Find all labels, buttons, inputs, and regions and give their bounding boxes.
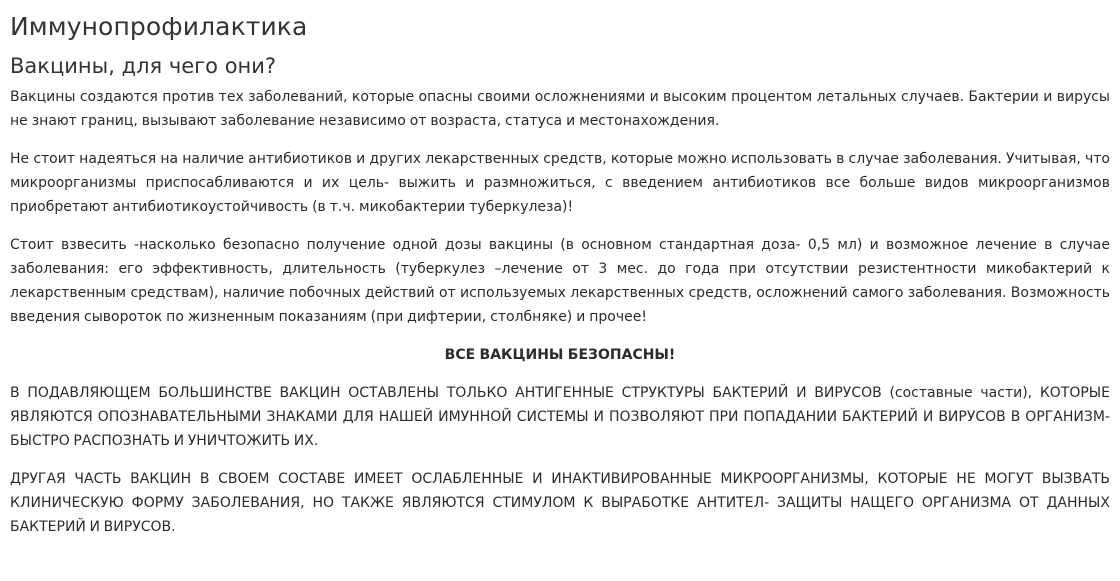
safety-statement: ВСЕ ВАКЦИНЫ БЕЗОПАСНЫ! [444,347,676,363]
paragraph-antibiotics: Не стоит надеяться на наличие антибиотиков и других лекарственных средств, которые можно использовать в случае заболевания. Учитывая, что микроорганизмы приспосабливаются и их цель- выжить и размножиться, с введением антибиотиков все больше видов микроорганизмов приобретают антибиотикоустойчивость (в т.ч. микобактерии туберкулеза)! [10,151,1110,215]
paragraph-antigen-structures: В ПОДАВЛЯЮЩЕМ БОЛЬШИНСТВЕ ВАКЦИН ОСТАВЛЕНЫ ТОЛЬКО АНТИГЕННЫЕ СТРУКТУРЫ БАКТЕРИЙ И ВИРУСОВ (составные части), КОТОРЫЕ ЯВЛЯЮТСЯ ОПОЗНАВАТЕЛЬНЫМИ ЗНАКАМИ ДЛЯ НАШЕЙ ИМУННОЙ СИСТЕМЫ И ПОЗВОЛЯЮТ ПРИ ПОПАДАНИИ БАКТЕРИЙ И ВИРУСОВ В ОРГАНИЗМ- БЫСТРО РАСПОЗНАТЬ И УНИЧТОЖИТЬ ИХ. [10,385,1110,449]
paragraph-vaccines-purpose: Вакцины создаются против тех заболеваний, которые опасны своими осложнениями и высоким процентом летальных случаев. Бактерии и вирусы не знают границ, вызывают заболевание независимо от возраста, статуса и местонахождения. [10,89,1110,129]
section-heading: Вакцины, для чего они? [10,54,277,78]
page-title: Иммунопрофилактика [10,12,308,41]
paragraph-attenuated-vaccines: ДРУГАЯ ЧАСТЬ ВАКЦИН В СВОЕМ СОСТАВЕ ИМЕЕТ ОСЛАБЛЕННЫЕ И ИНАКТИВИРОВАННЫЕ МИКРООРГАНИЗМЫ, КОТОРЫЕ НЕ МОГУТ ВЫЗВАТЬ КЛИНИЧЕСКУЮ ФОРМУ ЗАБОЛЕВАНИЯ, НО ТАКЖЕ ЯВЛЯЮТСЯ СТИМУЛОМ К ВЫРАБОТКЕ АНТИТЕЛ- ЗАЩИТЫ НАЩЕГО ОРГАНИЗМА ОТ ДАННЫХ БАКТЕРИЙ И ВИРУСОВ. [10,471,1110,535]
paragraph-dose-safety: Стоит взвесить -насколько безопасно получение одной дозы вакцины (в основном стандартная доза- 0,5 мл) и возможное лечение в случае заболевания: его эффективность, длительность (туберкулез –лечение от 3 мес. до года при отсутствии резистентности микобактерий к лекарственным средствам), наличие побочных действий от используемых лекарственных средств, осложнений самого заболевания. Возможность введения сывороток по жизненным показаниям (при дифтерии, столбняке) и прочее! [10,237,1110,325]
article [0,12,1120,539]
